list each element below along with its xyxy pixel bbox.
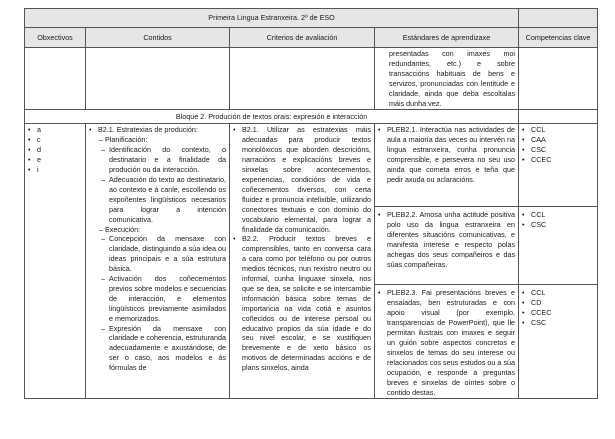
curriculum-table-page <box>24 8 597 430</box>
competency-group <box>519 284 597 328</box>
competency-item: • CCL <box>522 125 546 135</box>
objectives-cell <box>25 124 86 399</box>
standards-cell <box>375 124 519 399</box>
standard-item: • PLEB2.3. Fai presentacións breves e ensaiadas, ben estruturadas e con apoio visual (por exemplo, transparencias de PowerPoint), que lle permitan ilustrais con imaxes e seguir un guión sobre aspectos concretos e sinxelos de temas do seu interese ou relacionados cos seus estudos ou a súa ocupación, e responde a preguntas breves e sinxelas de oíntes sobre o contido destas. <box>375 284 518 397</box>
continuation-empty-5 <box>519 48 598 110</box>
block-empty-cell <box>519 110 598 124</box>
table-title: Primeira Lingua Estranxeira. 2º de ESO <box>25 9 519 28</box>
content-row <box>25 124 598 399</box>
competency-item: • CSC <box>522 220 547 230</box>
competency-group <box>519 206 597 281</box>
continuation-empty-3 <box>230 48 375 110</box>
curriculum-table <box>24 8 598 399</box>
contents-main: • B2.1. Estratexias de produción: <box>89 125 198 135</box>
competency-item: • CCEC <box>522 308 552 318</box>
competencies-cell <box>519 124 598 399</box>
criterion-item: • B2.1. Utilizar as estratexias máis adecuadas para producir textos monolóxicos que aborden descricións, narracións e explicacións breves e sinxelas sobre acontecementos, experiencias, condicións de vida e coñecementos diversos, con certa fluidez e pronuncia intelixible, utilizando conectores textuais e con dominio do vocabulario elemental, para lograr a finalidade da comunicación. <box>233 125 371 234</box>
standard-item: • PLEB2.2. Amosa unha actitude positiva polo uso da lingua estranxeira en diferentes situacións comunicativas, e manifesta interese e respecto polas achegas dos seus compañeiros e das súas compañeiras. <box>375 206 518 281</box>
objective-item: • i <box>28 165 39 175</box>
planning-label: – Planificación: <box>99 135 148 145</box>
contents-cell <box>86 124 230 399</box>
execution-label: – Execución: <box>99 224 141 234</box>
competency-item: • CCL <box>522 210 546 220</box>
title-corner-cell <box>519 9 598 28</box>
block-row <box>25 110 598 124</box>
standard-item: • PLEB2.1. Interactúa nas actividades de aula a maioría das veces ou intervén na lingua estranxeira, cunha pronuncia comprensible, e persevera no seu uso ainda que cometa erros e teña que pedir axuda ou aclaracións. <box>378 125 516 184</box>
competency-item: • CSC <box>522 318 547 328</box>
continuation-empty-2 <box>86 48 230 110</box>
competency-item: • CCEC <box>522 155 552 165</box>
objective-item: • e <box>28 155 41 165</box>
continuation-empty-1 <box>25 48 86 110</box>
criteria-cell <box>230 124 375 399</box>
header-objectives: Obxectivos <box>25 28 86 48</box>
competency-item: • CD <box>522 298 542 308</box>
execution-item: – Expresión da mensaxe con claridade e coherencia, estruturanda adecuadamente e axustándose, de ser o caso, aos modelos e ás fórmulas de <box>101 323 226 373</box>
criterion-item: • B2.2. Producir textos breves e comprensibles, tanto en conversa cara a cara como por teléfono ou por outros medios técnicos, nun rexistro neutro ou informal, cunha linguaxe sinxela, nos que se dea, se solicite e se intercambie información básica sobre temas de importancia na vida cotiá e asuntos coñecidos ou de interese persoal ou educativo propios da súa idade e do seu nivel escolar, e se xustifiquen brevemente e de xeito básico os motivos de determinadas accións e de plans sinxelos, ainda <box>233 234 371 373</box>
header-competencies: Competencias clave <box>519 28 598 48</box>
header-standards: Estándares de aprendizaxe <box>375 28 519 48</box>
objective-item: • c <box>28 135 41 145</box>
competency-item: • CAA <box>522 135 546 145</box>
continuation-row <box>25 48 598 110</box>
title-row <box>25 9 598 28</box>
execution-item: – Concepción da mensaxe con claridade, distinguindo a súa idea ou ideas principais e a súa estrutura básica. <box>101 234 226 274</box>
execution-item: – Activación dos coñecementos previos sobre modelos e secuencias de interacción, e elementos lingüísticos previamente asimilados e memorizados. <box>101 274 226 323</box>
block-title: Bloque 2. Produción de textos orais: expresión e interacción <box>25 110 519 124</box>
competency-item: • CCL <box>522 288 546 298</box>
header-criteria: Criterios de avaliación <box>230 28 375 48</box>
objective-item: • a <box>28 125 41 135</box>
competency-item: • CSC <box>522 145 547 155</box>
header-contents: Contidos <box>86 28 230 48</box>
planning-item: – Adecuación do texto ao destinatario, ao contexto e á canle, escollendo os expoñentes lingüísticos necesarios para lograr a intención comunicativa. <box>101 174 226 224</box>
planning-item: – Identificación do contexto, o destinatario e a finalidade da produción ou da interacción. <box>101 145 226 175</box>
header-row <box>25 28 598 48</box>
objective-item: • d <box>28 145 41 155</box>
competency-group <box>522 125 594 203</box>
continuation-text: presentadas con imaxes moi redundantes, etc.) e sobre transaccións habituais de bens e servizos, pronunciadas con lentitude e claridade, ainda que deba escoltalas máis dunha vez. <box>375 48 519 110</box>
